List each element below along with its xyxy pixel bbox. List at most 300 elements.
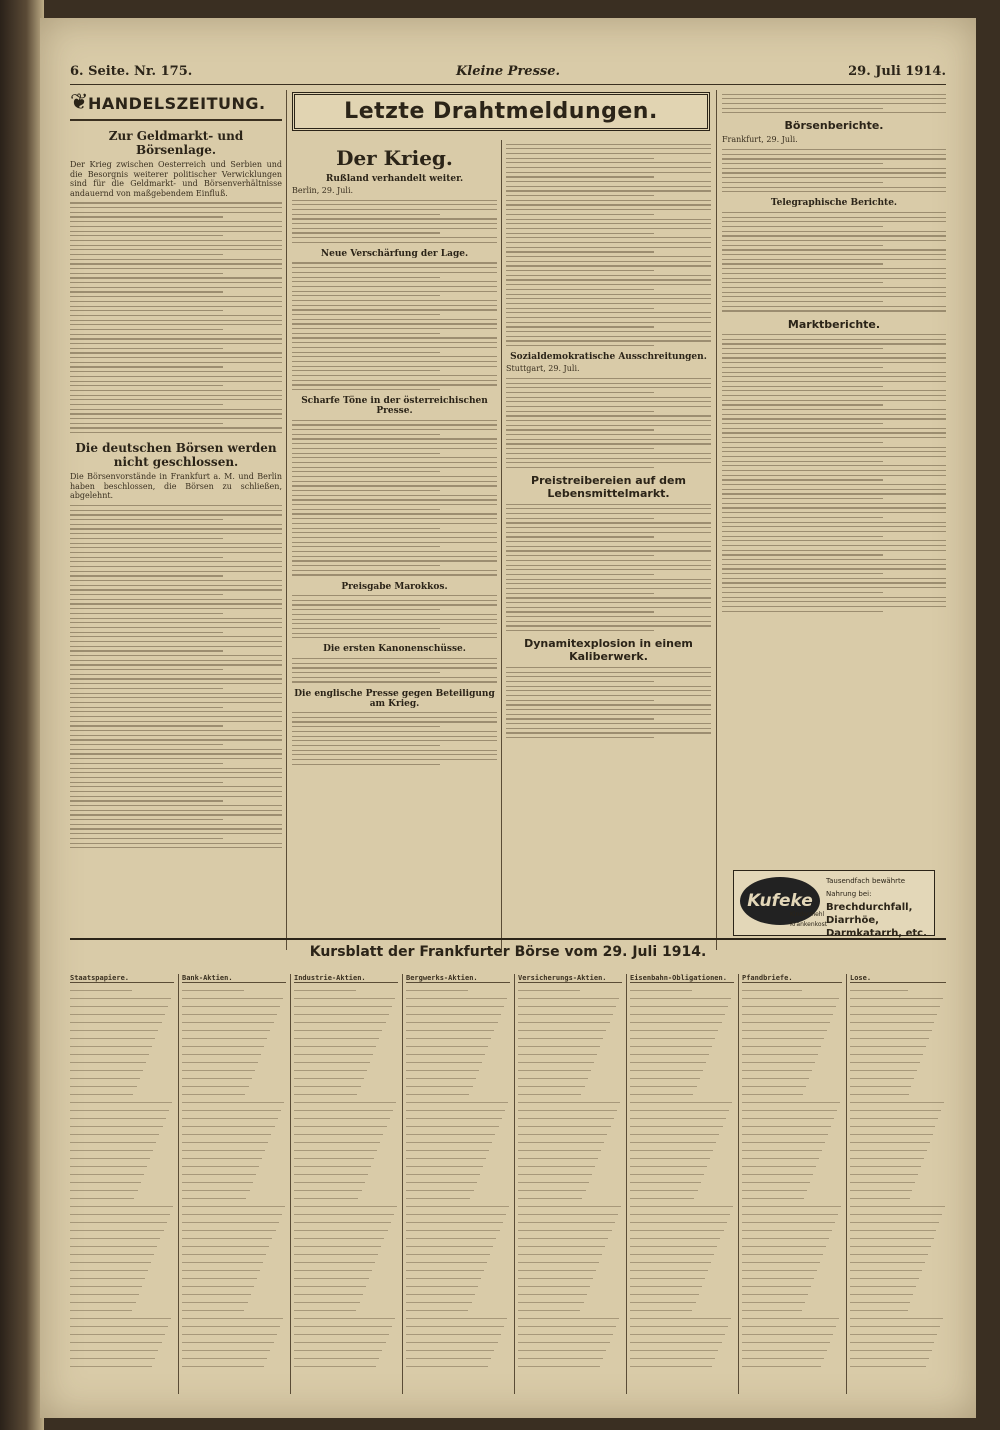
subheading: Telegraphische Berichte. <box>770 198 898 209</box>
kurs-row <box>742 1190 807 1191</box>
kurs-row <box>294 1198 358 1199</box>
kurs-row <box>294 1006 392 1007</box>
kurs-row <box>630 1286 702 1287</box>
kurs-row <box>518 1326 616 1327</box>
kurs-row <box>182 1238 272 1239</box>
kurs-row <box>182 1062 258 1063</box>
kurs-row <box>742 1062 815 1063</box>
kurs-row <box>70 1166 147 1167</box>
kurs-row <box>406 1006 504 1007</box>
kurs-row <box>850 1238 934 1239</box>
kurs-row <box>294 1238 384 1239</box>
article-body <box>292 420 497 576</box>
kurs-row <box>182 1342 274 1343</box>
kurs-row <box>850 1206 945 1207</box>
kurs-row <box>518 1046 600 1047</box>
kurs-column: Pfandbriefe. <box>742 974 842 1374</box>
section-title: Börsenberichte. <box>784 119 884 133</box>
kurs-row <box>182 1030 270 1031</box>
kurs-row <box>294 1318 395 1319</box>
kurs-row <box>850 1326 940 1327</box>
kurs-row <box>294 1326 392 1327</box>
kurs-row <box>70 1198 134 1199</box>
kurs-row <box>294 1038 379 1039</box>
kurs-row <box>850 1038 929 1039</box>
kurs-row <box>294 1262 375 1263</box>
kurs-row <box>850 1150 927 1151</box>
kurs-row <box>850 1014 937 1015</box>
article-body <box>292 200 497 243</box>
kurs-row <box>742 1182 810 1183</box>
kurs-row <box>742 1326 836 1327</box>
kurs-row <box>742 1142 825 1143</box>
kurs-row <box>850 1302 910 1303</box>
kurs-row <box>182 1358 267 1359</box>
kurs-row <box>742 1022 830 1023</box>
kurs-row <box>630 1342 722 1343</box>
kurs-row <box>70 1334 165 1335</box>
kurs-row <box>850 1030 932 1031</box>
kurs-row <box>518 1142 604 1143</box>
kurs-row <box>850 1286 916 1287</box>
kurs-row <box>70 1070 143 1071</box>
handelszeitung-masthead: ❦ HANDELSZEITUNG. <box>70 90 282 121</box>
kurs-row <box>630 1086 697 1087</box>
article-title: Die deutschen Börsen werden nicht geschlossen. <box>75 441 277 470</box>
kurs-row <box>182 1070 255 1071</box>
article-body <box>722 94 946 114</box>
kurs-row <box>742 1254 823 1255</box>
kurs-row <box>182 1198 246 1199</box>
book-binding <box>0 0 44 1430</box>
subheading: Rußland verhandelt weiter. <box>325 174 464 184</box>
kurs-row <box>406 1102 508 1103</box>
kurs-row <box>182 1286 254 1287</box>
kurs-row <box>742 1350 827 1351</box>
kurs-row <box>518 1334 613 1335</box>
kurs-row <box>630 1046 712 1047</box>
kurs-row <box>294 1222 391 1223</box>
kurs-row <box>182 1158 262 1159</box>
subheading: Die englische Presse gegen Beteiligung am Krieg. <box>294 688 495 709</box>
column-handelszeitung <box>70 90 282 950</box>
kurs-row <box>518 1294 587 1295</box>
kurs-row <box>70 1014 165 1015</box>
kurs-row <box>406 1126 499 1127</box>
subheading: Sozialdemokratische Ausschreitungen. <box>510 352 707 363</box>
kurs-row <box>70 1182 141 1183</box>
kurs-row <box>518 1054 597 1055</box>
kurs-row <box>182 1254 266 1255</box>
kurs-column: Bergwerks-Aktien. <box>406 974 510 1374</box>
kurs-row <box>850 1342 934 1343</box>
kurs-row <box>406 1334 501 1335</box>
kurs-row <box>850 1366 926 1367</box>
kurs-row <box>294 1134 383 1135</box>
kurs-row <box>70 1230 164 1231</box>
page-number: 6. Seite. Nr. 175. <box>70 64 193 79</box>
kurs-row <box>182 1094 245 1095</box>
kurs-row <box>630 1174 704 1175</box>
kurs-row <box>406 1318 507 1319</box>
kurs-row <box>294 1022 386 1023</box>
kurs-row <box>406 1118 502 1119</box>
kurs-row <box>742 1046 821 1047</box>
kurs-row <box>406 1254 490 1255</box>
kurs-row <box>630 1302 696 1303</box>
kurs-row <box>630 1358 715 1359</box>
kurs-row <box>70 1030 158 1031</box>
kurs-row <box>742 1030 827 1031</box>
kurs-row <box>742 1166 816 1167</box>
kurs-row <box>850 1006 940 1007</box>
kurs-row <box>630 1190 698 1191</box>
column-meldungen <box>506 140 711 950</box>
kurs-row <box>518 1358 603 1359</box>
kurs-row <box>850 1078 914 1079</box>
kurs-row <box>294 1366 376 1367</box>
kurs-row <box>294 1094 357 1095</box>
ad-tag: Kindermehl <box>790 911 825 918</box>
kurs-row <box>630 1078 700 1079</box>
kurs-row <box>294 1214 394 1215</box>
kurs-row <box>294 1270 372 1271</box>
kurs-row <box>294 1070 367 1071</box>
kurs-row <box>182 1022 274 1023</box>
kurs-row <box>294 1350 382 1351</box>
kurs-divider <box>290 974 291 1394</box>
kurs-row <box>518 1286 590 1287</box>
kurs-row <box>518 1182 589 1183</box>
kurs-row <box>182 1326 280 1327</box>
kurs-row <box>518 1238 608 1239</box>
kurs-row <box>70 1038 155 1039</box>
article-body <box>506 378 711 468</box>
kurs-row <box>850 1174 918 1175</box>
kurs-row <box>850 1046 926 1047</box>
kurs-row <box>630 1118 726 1119</box>
kurs-row <box>294 1102 396 1103</box>
kurs-row <box>406 1134 495 1135</box>
kurs-row <box>742 1302 805 1303</box>
kurs-row <box>70 1278 145 1279</box>
kurs-row <box>182 1302 248 1303</box>
newspaper-page <box>40 18 976 1418</box>
kurs-row <box>406 1342 498 1343</box>
kursblatt-title: Kursblatt der Frankfurter Börse vom 29. Juli 1914. <box>309 944 707 960</box>
kurs-row <box>406 1190 474 1191</box>
kursblatt-section <box>70 938 946 1410</box>
kurs-row <box>294 1046 376 1047</box>
article-body <box>292 595 497 638</box>
kurs-row <box>850 1310 908 1311</box>
kurs-row <box>630 1150 713 1151</box>
kurs-row <box>850 1318 943 1319</box>
kurs-row <box>182 1166 259 1167</box>
kurs-row <box>70 1270 148 1271</box>
kurs-column: Industrie-Aktien. <box>294 974 398 1374</box>
kurs-row <box>182 1174 256 1175</box>
kurs-row <box>518 1254 602 1255</box>
kurs-row <box>518 1014 613 1015</box>
kurs-row <box>294 1014 389 1015</box>
kurs-row <box>406 1358 491 1359</box>
kurs-row <box>518 1022 610 1023</box>
kurs-row <box>182 1262 263 1263</box>
kurs-row <box>630 1110 729 1111</box>
kurs-row <box>406 1174 480 1175</box>
kurs-row <box>630 1214 730 1215</box>
kurs-row <box>406 1302 472 1303</box>
kurs-row <box>70 990 132 991</box>
kurs-row <box>742 1286 811 1287</box>
kurs-row <box>850 1334 937 1335</box>
kurs-row <box>630 1262 711 1263</box>
kurs-row <box>630 1062 706 1063</box>
kurs-row <box>742 1014 833 1015</box>
kurs-row <box>294 1110 393 1111</box>
kurs-row <box>518 1262 599 1263</box>
kurs-row <box>630 1230 724 1231</box>
subheading: Dynamitexplosion in einem Kaliberwerk. <box>524 637 693 664</box>
kurs-row <box>518 1158 598 1159</box>
kurs-row <box>294 1086 361 1087</box>
kurs-row <box>294 1174 368 1175</box>
kurs-row <box>742 1270 817 1271</box>
kurs-row <box>406 1150 489 1151</box>
issue-date: 29. Juli 1914. <box>848 64 946 79</box>
kurs-row <box>406 1046 488 1047</box>
article-body <box>292 658 497 683</box>
column-der-krieg <box>292 140 497 950</box>
kurs-row <box>518 1062 594 1063</box>
kurs-row <box>294 1118 390 1119</box>
kurs-column: Bank-Aktien. <box>182 974 286 1374</box>
column-divider <box>501 140 502 950</box>
kurs-row <box>742 1094 803 1095</box>
kurs-row <box>518 1190 586 1191</box>
article-body <box>506 504 711 632</box>
kurs-row <box>518 1278 593 1279</box>
kurs-row <box>850 1134 933 1135</box>
kurs-row <box>742 1334 833 1335</box>
kurs-row <box>406 1326 504 1327</box>
dateline: Berlin, 29. Juli. <box>292 186 354 195</box>
kurs-row <box>630 1350 718 1351</box>
kurs-row <box>182 1182 253 1183</box>
kurs-row <box>518 998 619 999</box>
kurs-row <box>630 1222 727 1223</box>
kurs-row <box>182 1318 283 1319</box>
kurs-row <box>630 1182 701 1183</box>
kurs-row <box>70 1126 163 1127</box>
kurs-row <box>182 1006 280 1007</box>
kurs-row <box>630 1366 712 1367</box>
kurs-row <box>70 1254 154 1255</box>
kurs-row <box>406 1286 478 1287</box>
kurs-row <box>70 1214 170 1215</box>
kurs-row <box>70 1006 168 1007</box>
kurs-row <box>742 1174 813 1175</box>
kurs-row <box>630 1070 703 1071</box>
kufeke-logo: Kufeke <box>740 877 820 925</box>
kurs-divider <box>178 974 179 1394</box>
kurs-row <box>518 1230 612 1231</box>
kurs-divider <box>738 974 739 1394</box>
kurs-row <box>850 1182 915 1183</box>
kurs-row <box>850 1222 939 1223</box>
kurs-row <box>294 1334 389 1335</box>
kurs-row <box>406 1222 503 1223</box>
kurs-row <box>294 1278 369 1279</box>
kurs-row <box>742 1126 831 1127</box>
kurs-row <box>70 1134 159 1135</box>
article-body <box>292 262 497 390</box>
kurs-row <box>406 998 507 999</box>
kurs-row <box>70 1142 156 1143</box>
kurs-row <box>182 1110 281 1111</box>
kurs-row <box>518 1102 620 1103</box>
kurs-row <box>294 1062 370 1063</box>
kurs-row <box>406 990 468 991</box>
kurs-row <box>742 1294 808 1295</box>
column-boersenberichte <box>722 90 946 880</box>
kurs-row <box>518 1246 605 1247</box>
kurs-row <box>850 1254 928 1255</box>
subheading: Preistreibereien auf dem Lebensmittelmarkt. <box>531 474 686 501</box>
kurs-row <box>70 1262 151 1263</box>
kurs-row <box>742 1102 840 1103</box>
kurs-row <box>406 1350 494 1351</box>
kurs-row <box>406 1310 468 1311</box>
kurs-row <box>518 1302 584 1303</box>
kurs-row <box>182 1014 277 1015</box>
kurs-row <box>742 1054 818 1055</box>
kurs-row <box>630 1254 714 1255</box>
kurs-row <box>630 1038 715 1039</box>
kurs-row <box>406 1230 500 1231</box>
article-body <box>70 505 282 848</box>
kurs-row <box>518 1366 600 1367</box>
kurs-row <box>406 1214 506 1215</box>
kurs-row <box>182 1334 277 1335</box>
kurs-row <box>70 1358 155 1359</box>
kurs-row <box>742 1206 841 1207</box>
kurs-row <box>406 1142 492 1143</box>
kurs-row <box>406 1158 486 1159</box>
kurs-row <box>630 1054 709 1055</box>
drahtmeldungen-title: Letzte Drahtmeldungen. <box>292 92 710 131</box>
ad-tag: Krankenkost <box>790 921 828 928</box>
kurs-row <box>742 1070 812 1071</box>
kurs-row <box>850 1126 935 1127</box>
kurs-row <box>406 1038 491 1039</box>
kurs-row <box>406 1262 487 1263</box>
kurs-row <box>850 1086 911 1087</box>
kurs-row <box>518 990 580 991</box>
kurs-row <box>294 1150 377 1151</box>
article-title: Zur Geldmarkt- und Börsenlage. <box>108 129 244 157</box>
kurs-row <box>630 1158 710 1159</box>
kurs-row <box>518 1174 592 1175</box>
kurs-row <box>70 1318 171 1319</box>
kurs-row <box>406 1166 483 1167</box>
subheading: Die ersten Kanonenschüsse. <box>323 644 466 655</box>
kurs-row <box>182 1366 264 1367</box>
kurs-row <box>182 1134 271 1135</box>
kurs-row <box>742 1150 822 1151</box>
kurs-row <box>294 1254 378 1255</box>
kurs-row <box>850 1230 936 1231</box>
kurs-row <box>294 1142 380 1143</box>
kurs-row <box>742 1006 836 1007</box>
kurs-row <box>742 1230 832 1231</box>
kurs-row <box>70 1062 146 1063</box>
subheading: Scharfe Töne in der österreichischen Presse. <box>301 396 488 417</box>
kurs-row <box>518 1270 596 1271</box>
kurs-row <box>294 1158 374 1159</box>
kurs-row <box>294 1190 362 1191</box>
kurs-row <box>850 1294 913 1295</box>
kurs-row <box>70 1150 153 1151</box>
kurs-column: Staatspapiere. <box>70 974 174 1374</box>
kurs-row <box>406 1366 488 1367</box>
kurs-row <box>182 1046 264 1047</box>
kurs-row <box>294 1358 379 1359</box>
kurs-row <box>518 1006 616 1007</box>
kurs-row <box>182 1150 265 1151</box>
kurs-row <box>70 1286 142 1287</box>
kurs-row <box>630 1238 720 1239</box>
kurs-row <box>518 1134 607 1135</box>
kurs-row <box>742 1262 820 1263</box>
kurs-row <box>630 1198 694 1199</box>
kurs-row <box>630 1334 725 1335</box>
article-body <box>506 144 711 347</box>
kurs-row <box>742 1110 837 1111</box>
kurs-row <box>406 1030 494 1031</box>
kurs-row <box>294 1126 387 1127</box>
kurs-row <box>294 1078 364 1079</box>
kurs-row <box>742 1222 835 1223</box>
subheading: Neue Verschärfung der Lage. <box>320 248 469 259</box>
kurs-row <box>630 1206 733 1207</box>
kurs-row <box>70 1022 162 1023</box>
kurs-row <box>518 1342 610 1343</box>
kurs-row <box>294 1054 373 1055</box>
kurs-row <box>70 1246 157 1247</box>
kurs-row <box>742 1038 824 1039</box>
kurs-row <box>406 1014 501 1015</box>
kurs-row <box>742 1246 826 1247</box>
column-divider <box>286 90 287 950</box>
kurs-row <box>182 1222 279 1223</box>
kurs-row <box>182 998 283 999</box>
kurs-row <box>850 990 908 991</box>
kurs-row <box>182 1086 249 1087</box>
kurs-row <box>518 1118 614 1119</box>
kurs-row <box>182 1118 278 1119</box>
kurs-row <box>850 1278 919 1279</box>
kurs-row <box>742 1198 804 1199</box>
kurs-row <box>406 1270 484 1271</box>
article-text: Die Börsenvorstände in Frankfurt a. M. und Berlin haben beschlossen, die Börsen zu schließen, abgelehnt. <box>70 472 282 501</box>
article-body <box>70 202 282 433</box>
kurs-row <box>850 1110 941 1111</box>
kurs-row <box>406 1070 479 1071</box>
kurs-row <box>850 1142 930 1143</box>
kurs-row <box>182 1102 284 1103</box>
